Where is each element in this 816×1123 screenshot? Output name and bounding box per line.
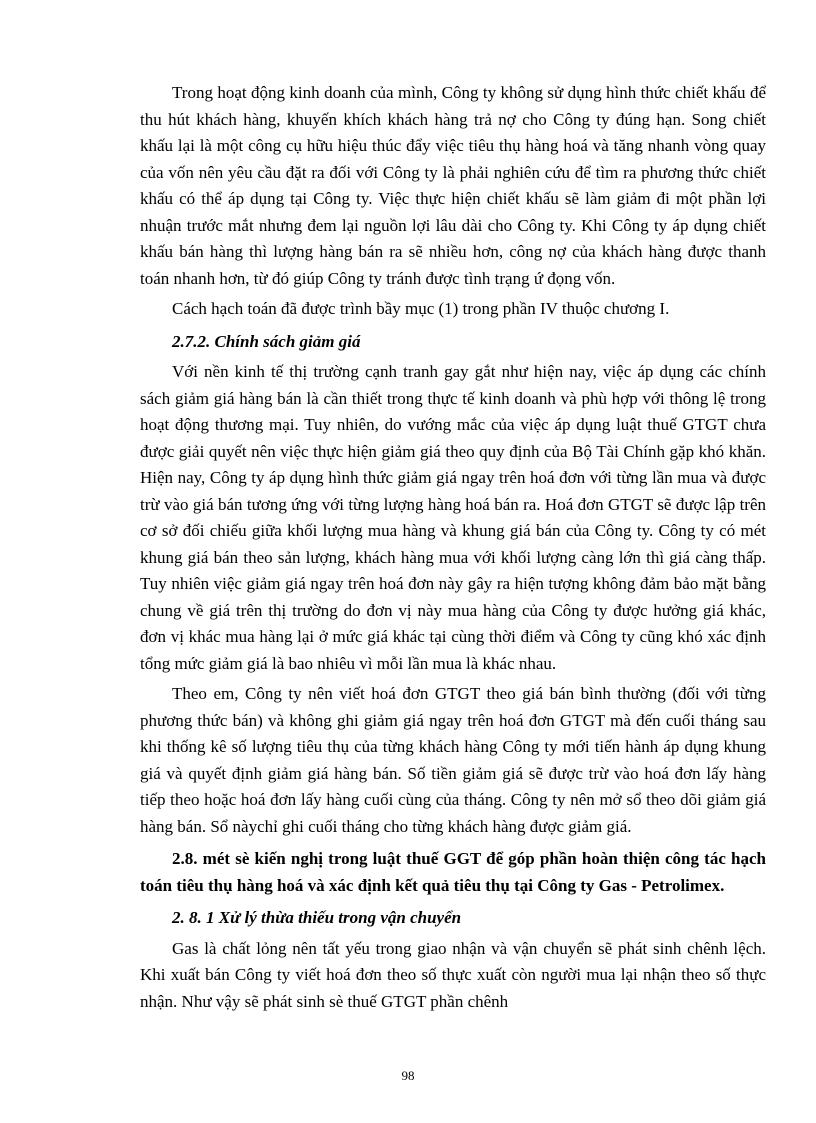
heading-2-8: 2.8. mét sè kiến nghị trong luật thuế GGT để góp phần hoàn thiện công tác hạch toán tiêu thụ hàng hoá và xác định kết quả tiêu thụ tại Công ty Gas - Petrolimex. bbox=[140, 849, 766, 895]
heading-2-8-1: 2. 8. 1 Xử lý thừa thiếu trong vận chuyển bbox=[172, 908, 462, 927]
paragraph-price-reduction: Với nền kinh tế thị trường cạnh tranh gay gắt như hiện nay, việc áp dụng các chính sách giảm giá hàng bán là cần thiết trong thực tế kinh doanh và phù hợp với thông lệ trong hoạt động thương mại. Tuy nhiên, do vướng mắc của việc áp dụng luật thuế GTGT chưa được giải quyết nên việc thực hiện giảm giá theo quy định của Bộ Tài Chính gặp khó khăn. Hiện nay, Công ty áp dụng hình thức giảm giá ngay trên hoá đơn với từng lần mua và được trừ vào giá bán tương ứng với từng lượng hàng hoá bán ra. Hoá đơn GTGT sẽ được lập trên cơ sở đối chiếu giữa khối lượng mua hàng và khung giá bán của Công ty. Công ty có mét khung giá bán theo sản lượng, khách hàng mua với khối lượng càng lớn thì giá càng thấp. Tuy nhiên việc giảm giá ngay trên hoá đơn này gây ra hiện tượng không đảm bảo mặt bằng chung về giá trên thị trường do đơn vị này mua hàng của Công ty được hưởng giá khác, đơn vị khác mua hàng lại ở mức giá khác tại cùng thời điểm và Công ty cũng khó xác định tổng mức giảm giá là bao nhiêu vì mỗi lần mua là khác nhau. bbox=[140, 362, 766, 673]
paragraph-accounting-reference: Cách hạch toán đã được trình bầy mục (1) trong phần IV thuộc chương I. bbox=[172, 299, 670, 318]
page-number: 98 bbox=[401, 1068, 415, 1083]
paragraph-transport-discrepancy: Gas là chất lỏng nên tất yếu trong giao nhận và vận chuyển sẽ phát sinh chênh lệch. Khi xuất bán Công ty viết hoá đơn theo số thực xuất còn người mua lại nhận theo số thực nhận. Như vậy sẽ phát sinh sè thuế GTGT phần chênh bbox=[140, 938, 766, 1011]
heading-2-7-2: 2.7.2. Chính sách giảm giá bbox=[172, 331, 361, 351]
paragraph-discount-policy: Trong hoạt động kinh doanh của mình, Công ty không sử dụng hình thức chiết khấu để thu hút khách hàng, khuyến khích khách hàng trả nợ cho Công ty đúng hạn. Song chiết khấu lại là một công cụ hữu hiệu thúc đẩy việc tiêu thụ hàng hoá và tăng nhanh vòng quay của vốn nên yêu cầu đặt ra đối với Công ty là phải nghiên cứu để tìm ra phương thức chiết khấu có thể áp dụng tại Công ty. Việc thực hiện chiết khấu sẽ làm giảm đi một phần lợi nhuận trước mắt nhưng đem lại nguồn lợi lâu dài cho Công ty. Khi Công ty áp dụng chiết khấu bán hàng thì lượng hàng bán ra sẽ nhiều hơn, công nợ của khách hàng được thanh toán nhanh hơn, từ đó giúp Công ty tránh được tình trạng ứ đọng vốn. bbox=[140, 83, 766, 288]
page-content bbox=[140, 80, 766, 1019]
paragraph-recommendation: Theo em, Công ty nên viết hoá đơn GTGT theo giá bán bình thường (đối với từng phương thức bán) và không ghi giảm giá ngay trên hoá đơn GTGT mà đến cuối tháng sau khi thống kê số lượng tiêu thụ của từng khách hàng Công ty mới tiến hành áp dụng khung giá và quyết định giảm giá hàng bán. Số tiền giảm giá sẽ được trừ vào hoá đơn lấy hàng tiếp theo hoặc hoá đơn lấy hàng cuối cùng của tháng. Công ty nên mở sổ theo dõi giảm giá hàng bán. Sổ nàychỉ ghi cuối tháng cho từng khách hàng được giảm giá. bbox=[140, 684, 766, 836]
